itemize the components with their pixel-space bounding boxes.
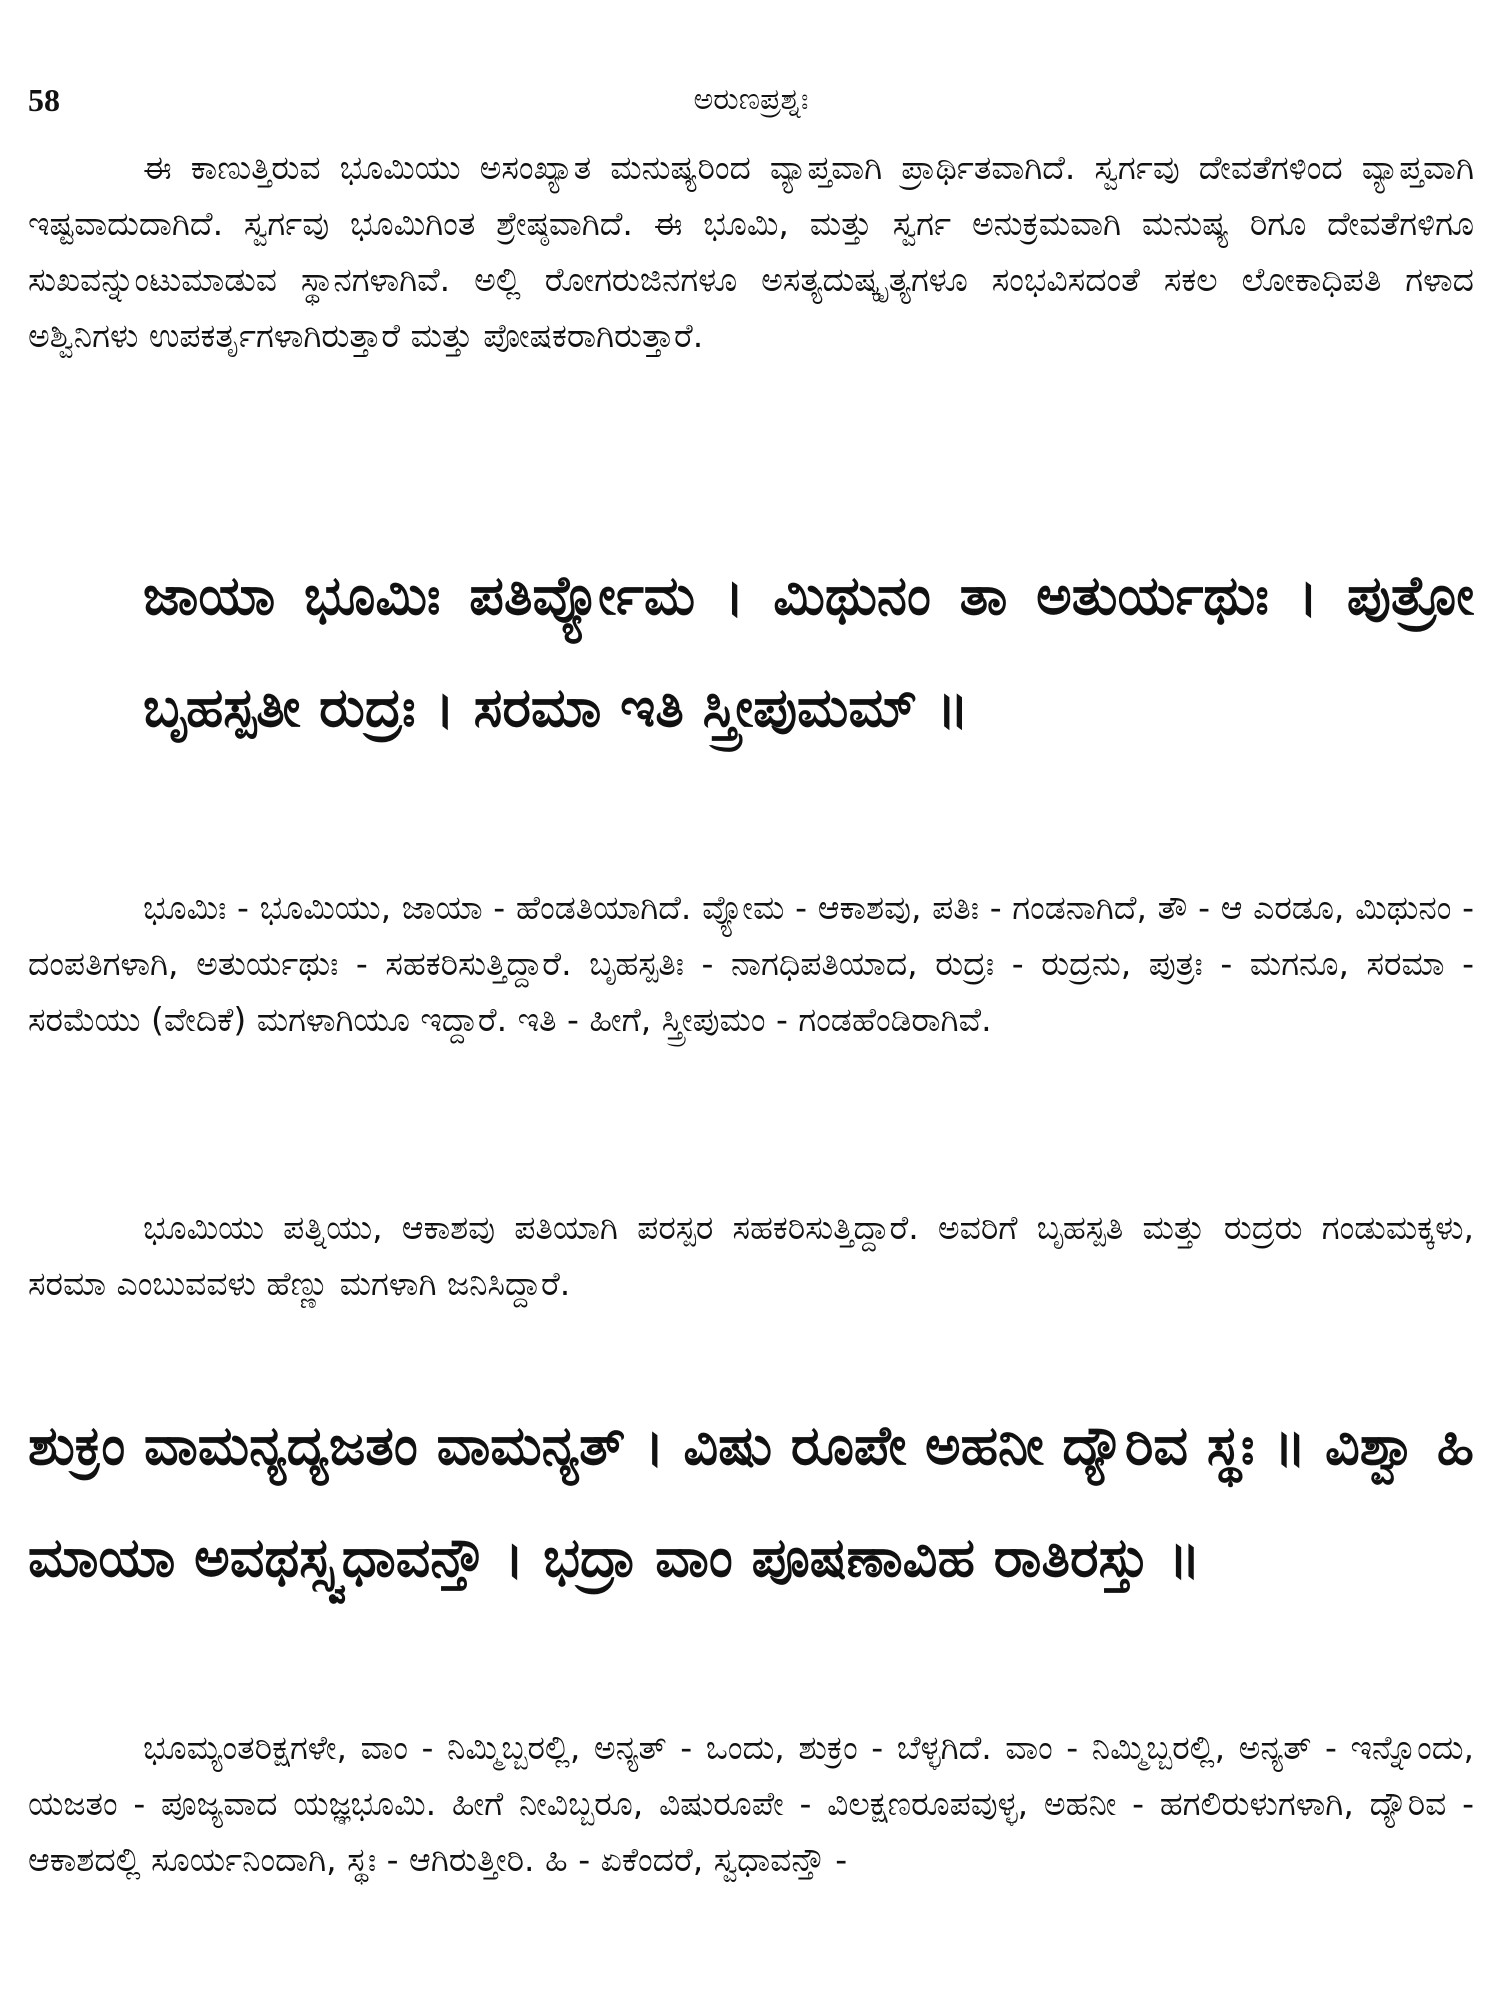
paragraph-2 xyxy=(28,880,1474,1048)
paragraph-3 xyxy=(28,1200,1474,1312)
verse-2-text: ಶುಕ್ರಂ ವಾಮನ್ಯದ್ಯಜತಂ ವಾಮನ್ಯತ್ । ವಿಷು ರೂಪೇ ಅಹನೀ ದ್ಯೌರಿವ ಸ್ಥಃ ॥ ವಿಶ್ವಾ ಹಿ ಮಾಯಾ ಅವಥಸ್ಸ್ವಧಾವನ್ತೌ । ಭದ್ರಾ ವಾಂ ಪೂಷಣಾವಿಹ ರಾತಿರಸ್ತು ॥ xyxy=(28,1414,1474,1589)
paragraph-4 xyxy=(28,1720,1474,1888)
paragraph-3-text: ಭೂಮಿಯು ಪತ್ನಿಯು, ಆಕಾಶವು ಪತಿಯಾಗಿ ಪರಸ್ಪರ ಸಹಕರಿಸುತ್ತಿದ್ದಾರೆ. ಅವರಿಗೆ ಬೃಹಸ್ಪತಿ ಮತ್ತು ರುದ್ರರು ಗಂಡುಮಕ್ಕಳು, ಸರಮಾ ಎಂಬುವವಳು ಹೆಣ್ಣು ಮಗಳಾಗಿ ಜನಿಸಿದ್ದಾರೆ. xyxy=(28,1208,1474,1303)
verse-1-block xyxy=(28,540,1474,764)
verse-1: ಜಾಯಾ ಭೂಮಿಃ ಪತಿರ್ವ್ಯೋಮ । ಮಿಥುನಂ ತಾ ಅತುರ್ಯಥುಃ । ಪುತ್ರೋ ಬೃಹಸ್ಪತೀ ರುದ್ರಃ । ಸರಮಾ ಇತಿ ಸ್ತ್ರೀಪುಮಮ್ ॥ xyxy=(143,564,1474,739)
paragraph-3-block xyxy=(28,1200,1474,1312)
paragraph-2-block xyxy=(28,880,1474,1048)
page-header xyxy=(28,82,1474,132)
page-number: 58 xyxy=(28,82,60,118)
paragraph-1 xyxy=(28,140,1474,364)
running-title: ಅರುಣಪ್ರಶ್ನಃ xyxy=(693,82,809,117)
paragraph-4-text: ಭೂಮ್ಯಂತರಿಕ್ಷಗಳೇ, ವಾಂ - ನಿಮ್ಮಿಬ್ಬರಲ್ಲಿ, ಅನ್ಯತ್ - ಒಂದು, ಶುಕ್ರಂ - ಬೆಳ್ಳಗಿದೆ. ವಾಂ - ನಿಮ್ಮಿಬ್ಬರಲ್ಲಿ, ಅನ್ಯತ್ - ಇನ್ನೊಂದು, ಯಜತಂ - ಪೂಜ್ಯವಾದ ಯಜ್ಞಭೂಮಿ. ಹೀಗೆ ನೀವಿಬ್ಬರೂ, ವಿಷುರೂಪೇ - ವಿಲಕ್ಷಣರೂಪವುಳ್ಳ, ಅಹನೀ - ಹಗಲಿರುಳುಗಳಾಗಿ, ದ್ಯೌರಿವ - ಆಕಾಶದಲ್ಲಿ ಸೂರ್ಯನಿಂದಾಗಿ, ಸ್ಥಃ - ಆಗಿರುತ್ತೀರಿ. ಹಿ - ಏಕೆಂದರೆ, ಸ್ವಧಾವನ್ತೌ - xyxy=(28,1728,1474,1879)
paragraph-2-text: ಭೂಮಿಃ - ಭೂಮಿಯು, ಜಾಯಾ - ಹೆಂಡತಿಯಾಗಿದೆ. ವ್ಯೋಮ - ಆಕಾಶವು, ಪತಿಃ - ಗಂಡನಾಗಿದೆ, ತೌ - ಆ ಎರಡೂ, ಮಿಥುನಂ - ದಂಪತಿಗಳಾಗಿ, ಅತುರ್ಯಥುಃ - ಸಹಕರಿಸುತ್ತಿದ್ದಾರೆ. ಬೃಹಸ್ಪತಿಃ - ನಾಗಧಿಪತಿಯಾದ, ರುದ್ರಃ - ರುದ್ರನು, ಪುತ್ರಃ - ಮಗನೂ, ಸರಮಾ - ಸರಮೆಯು (ವೇದಿಕೆ) ಮಗಳಾಗಿಯೂ ಇದ್ದಾರೆ. ಇತಿ - ಹೀಗೆ, ಸ್ತ್ರೀಪುಮಂ - ಗಂಡಹೆಂಡಿರಾಗಿವೆ. xyxy=(28,888,1474,1039)
verse-2-block xyxy=(28,1390,1474,1614)
paragraph-1-text: ಈ ಕಾಣುತ್ತಿರುವ ಭೂಮಿಯು ಅಸಂಖ್ಯಾತ ಮನುಷ್ಯರಿಂದ ವ್ಯಾಪ್ತವಾಗಿ ಪ್ರಾರ್ಥಿತವಾಗಿದೆ. ಸ್ವರ್ಗವು ದೇವತೆಗಳಿಂದ ವ್ಯಾಪ್ತವಾಗಿ ಇಷ್ಟವಾದುದಾಗಿದೆ. ಸ್ವರ್ಗವು ಭೂಮಿಗಿಂತ ಶ್ರೇಷ್ಠವಾಗಿದೆ. ಈ ಭೂಮಿ, ಮತ್ತು ಸ್ವರ್ಗ ಅನುಕ್ರಮವಾಗಿ ಮನುಷ್ಯ ರಿಗೂ ದೇವತೆಗಳಿಗೂ ಸುಖವನ್ನುಂಟುಮಾಡುವ ಸ್ಥಾನಗಳಾಗಿವೆ. ಅಲ್ಲಿ ರೋಗರುಜಿನಗಳೂ ಅಸತ್ಯದುಷ್ಕೃತ್ಯಗಳೂ ಸಂಭವಿಸದಂತೆ ಸಕಲ ಲೋಕಾಧಿಪತಿ ಗಳಾದ ಅಶ್ವಿನಿಗಳು ಉಪಕರ್ತೃಗಳಾಗಿರುತ್ತಾರೆ ಮತ್ತು ಪೋಷಕರಾಗಿರುತ್ತಾರೆ. xyxy=(28,148,1474,355)
paragraph-4-block xyxy=(28,1720,1474,1888)
verse-2 xyxy=(28,1390,1474,1614)
paragraph-1-block xyxy=(28,140,1474,364)
document-page xyxy=(28,0,1474,2000)
